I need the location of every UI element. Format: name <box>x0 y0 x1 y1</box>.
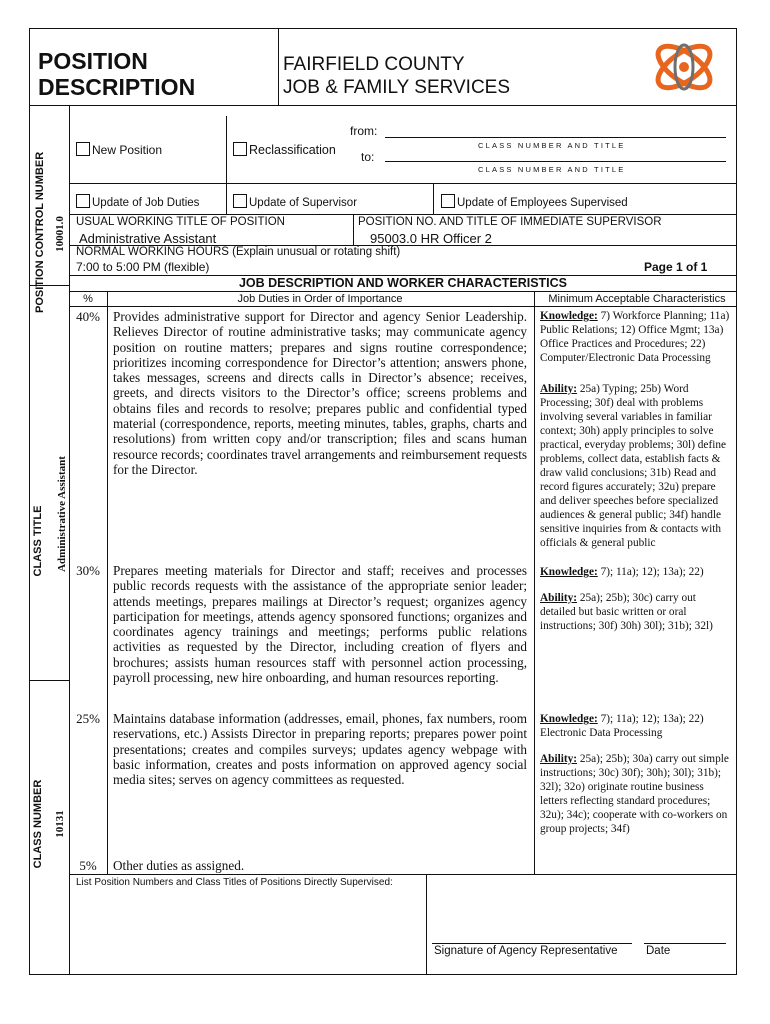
row1-vdiv-1 <box>226 116 227 183</box>
duty-text-2: Prepares meeting materials for Director and staff; receives and processes public records requests with the assistance of the appropriate senior leader; attends meetings, prepares mailings at Director’s request; organizes agency participation for meetings, attends agency sponsored functions; organizes and coordinates agency trainings and meetings; performs public relations activities as requested by the Director, including creation of flyers and brochures; assists human resources staff with personnel action processing, payroll processing, new hire onboarding, and human resources reporting. <box>113 563 527 686</box>
duty-text-4: Other duties as assigned. <box>113 858 245 873</box>
row-divider-5 <box>69 291 737 292</box>
update-job-duties-checkbox[interactable] <box>76 194 90 208</box>
update-job-duties-option[interactable]: Update of Job Duties <box>76 194 199 209</box>
duty-pct-1: 40% <box>76 309 100 324</box>
duty-text-1: Provides administrative support for Director and agency Senior Leadership. Relieves Director of routine administrative tasks; may communicate agency position on routine matters; prepares and signs routine correspondence; prioritizes incoming correspondence for Director’s attention; answers phone, takes messages, screens and directs calls in Director’s absence; receives, greets, and directs visitors to the Director’s office; screens problems and obtains files and records to resolve; prepares public and confidential typed material (correspondence, reports, meeting minutes, tables, graphs, charts and resolutions) from written copy and/or transcription; files and scans human resource records; coordinates travel arrangements and reimbursement requests for the Director. <box>113 309 527 477</box>
ability-2: Ability: 25a); 25b); 30c) carry out detailed but basic written or oral instructions; 30f) 30h) 30l); 31b); 32l) <box>540 592 713 632</box>
update-employees-option[interactable]: Update of Employees Supervised <box>441 194 628 209</box>
usual-title-value[interactable]: Administrative Assistant <box>79 231 217 246</box>
side-divider-2 <box>29 680 69 681</box>
col-divider-mac <box>534 291 535 874</box>
class-title-label: CLASS TITLE <box>32 505 44 577</box>
signature-label: Signature of Agency Representative <box>434 945 618 957</box>
hours-label: NORMAL WORKING HOURS (Explain unusual or rotating shift) <box>76 246 401 258</box>
duty-pct-3: 25% <box>76 711 100 726</box>
footer-divider <box>69 874 737 875</box>
class-number-label: CLASS NUMBER <box>32 779 44 869</box>
row2-vdiv-1 <box>226 183 227 214</box>
to-caption: CLASS NUMBER AND TITLE <box>478 165 626 174</box>
position-control-number-value: 10001.0 <box>54 216 66 252</box>
header-vdivider <box>278 28 279 105</box>
col-header-pct: % <box>83 293 93 305</box>
from-field[interactable] <box>385 137 726 138</box>
update-supervisor-checkbox[interactable] <box>233 194 247 208</box>
reclassification-checkbox[interactable] <box>233 142 247 156</box>
reclassification-option[interactable]: Reclassification <box>233 142 336 157</box>
page-title: POSITION DESCRIPTION <box>38 48 196 100</box>
date-field[interactable] <box>644 943 726 944</box>
position-control-number-label: POSITION CONTROL NUMBER <box>34 151 46 313</box>
header-divider <box>29 105 737 106</box>
mac-3 <box>540 712 730 836</box>
hours-value[interactable]: 7:00 to 5:00 PM (flexible) <box>76 260 210 274</box>
agency-name: FAIRFIELD COUNTY JOB & FAMILY SERVICES <box>283 54 511 98</box>
section-title: JOB DESCRIPTION AND WORKER CHARACTERISTICS <box>238 276 568 290</box>
col-divider-pct <box>107 291 108 874</box>
knowledge-2: Knowledge: 7); 11a); 12); 13a); 22) <box>540 566 704 578</box>
from-caption: CLASS NUMBER AND TITLE <box>478 141 626 150</box>
duty-pct-2: 30% <box>76 563 100 578</box>
row2-vdiv-2 <box>433 183 434 214</box>
class-number-value: 10131 <box>54 810 66 838</box>
agency-logo <box>644 32 724 102</box>
ability-3: Ability: 25a); 25b); 30a) carry out simple instructions; 30c) 30f); 30h); 30l); 31b); 32l); 32o) originate routine business letters reflecting standard procedures; 32u); 34c); cooperate with co-workers on group projects; 34f) <box>540 753 729 835</box>
page-number: Page 1 of 1 <box>644 260 708 274</box>
col-header-mac: Minimum Acceptable Characteristics <box>548 293 726 305</box>
class-title-value: Administrative Assistant <box>56 456 68 572</box>
row-divider-2 <box>69 214 737 215</box>
knowledge-1: Knowledge: 7) Workforce Planning; 11a) Public Relations; 12) Office Mgmt; 13a) Office Practices and Procedures; 22) Computer/Electronic Data Processing <box>540 310 730 364</box>
ability-1: Ability: 25a) Typing; 25b) Word Processing; 30f) deal with problems involving several variables in familiar context; 30h) apply principles to solve practical, everyday problems; 30l) define problems, collect data, establish facts & draw valid conclusions; 31b) Read and record figures accurately; 32u) prepare and deliver speeches before specialized audiences & general public; 34f) handle sensitive inquiries from & contacts with officials & general public <box>540 383 727 549</box>
date-label: Date <box>646 945 671 957</box>
footer-vdivider <box>426 874 427 975</box>
update-supervisor-option[interactable]: Update of Supervisor <box>233 194 357 209</box>
to-field[interactable] <box>385 161 726 162</box>
new-position-option[interactable]: New Position <box>76 142 162 157</box>
col-header-duties: Job Duties in Order of Importance <box>237 293 403 305</box>
supervised-label: List Position Numbers and Class Titles of Positions Directly Supervised: <box>76 877 393 888</box>
side-column-divider <box>69 105 70 975</box>
supervisor-label: POSITION NO. AND TITLE OF IMMEDIATE SUPERVISOR <box>358 216 662 228</box>
row-divider-6 <box>69 306 737 307</box>
duty-pct-4: 5% <box>79 858 97 873</box>
update-employees-checkbox[interactable] <box>441 194 455 208</box>
usual-title-label: USUAL WORKING TITLE OF POSITION <box>76 216 285 228</box>
from-label: from: <box>350 124 378 138</box>
new-position-checkbox[interactable] <box>76 142 90 156</box>
to-label: to: <box>361 150 375 164</box>
supervisor-value[interactable]: 95003.0 HR Officer 2 <box>370 231 492 246</box>
signature-field[interactable] <box>432 943 632 944</box>
mac-2 <box>540 565 730 633</box>
mac-1 <box>540 309 730 550</box>
knowledge-3: Knowledge: 7); 11a); 12); 13a); 22) Electronic Data Processing <box>540 713 704 739</box>
row3-vdiv <box>353 214 354 245</box>
row-divider-1 <box>69 183 737 184</box>
duty-text-3: Maintains database information (addresses, email, phones, fax numbers, room reservations, etc.) Assists Director in preparing reports; prepares power point presentations; creates and compiles surveys; updates agency webpage with basic information, creates and posts information on approved agency social media sites; serves on agency committees as requested. <box>113 711 527 788</box>
